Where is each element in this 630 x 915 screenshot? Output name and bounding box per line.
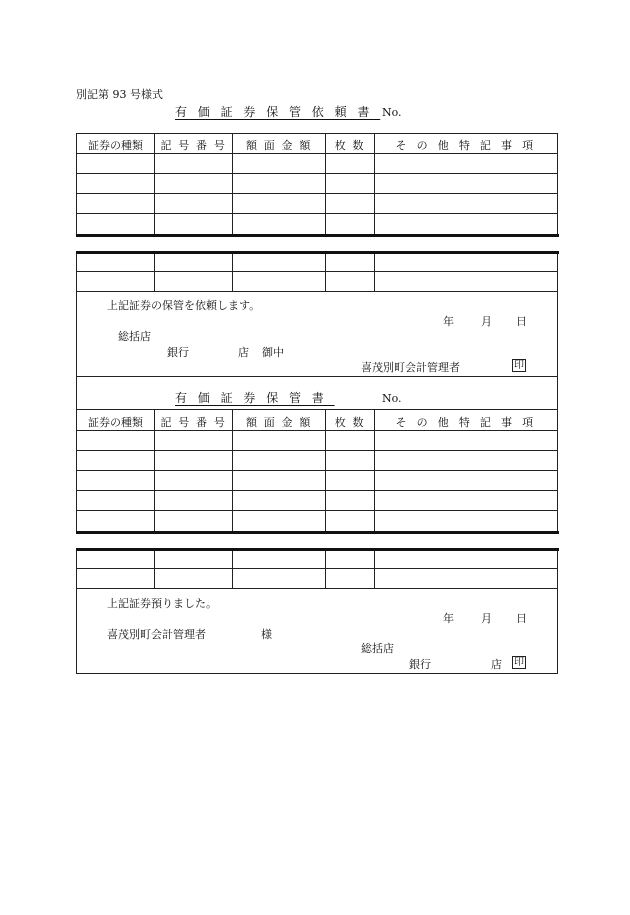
receipt-col-notes: そ の 他 特 記 事 項 — [395, 416, 537, 429]
receipt-no-label: No. — [382, 392, 402, 405]
receipt-honorific: 様 — [261, 628, 272, 641]
receipt-seal: 印 — [514, 657, 524, 668]
receipt-addressee: 喜茂別町会計管理者 — [107, 628, 206, 641]
request-col-type: 証券の種類 — [88, 139, 143, 152]
request-title: 有価証券保管依頼書 — [175, 105, 381, 119]
request-statement: 上記証券の保管を依頼します。 — [107, 299, 261, 312]
receipt-col-count: 枚 数 — [334, 416, 366, 429]
request-col-serial: 記 号 番 号 — [160, 139, 227, 152]
request-addressee: 御中 — [262, 346, 284, 359]
receipt-date-day: 日 — [516, 612, 527, 625]
request-col-notes: そ の 他 特 記 事 項 — [395, 139, 537, 152]
form-number: 別記第 93 号様式 — [76, 88, 163, 101]
request-seal: 印 — [514, 360, 524, 371]
request-requester: 喜茂別町会計管理者 — [361, 361, 460, 374]
request-date-day: 日 — [516, 315, 527, 328]
receipt-col-face-value: 額 面 金 額 — [245, 416, 313, 429]
request-date-month: 月 — [481, 315, 492, 328]
request-bank: 銀行 — [167, 346, 189, 359]
receipt-col-serial: 記 号 番 号 — [160, 416, 227, 429]
request-col-face-value: 額 面 金 額 — [245, 139, 313, 152]
receipt-col-type: 証券の種類 — [88, 416, 143, 429]
receipt-bank: 銀行 — [409, 658, 431, 671]
request-date-year: 年 — [443, 315, 454, 328]
receipt-shop: 店 — [491, 658, 502, 671]
request-branch: 総括店 — [118, 330, 151, 343]
request-no-label: No. — [382, 106, 402, 119]
receipt-statement: 上記証券預りました。 — [107, 597, 217, 610]
request-col-count: 枚 数 — [334, 139, 366, 152]
receipt-date-month: 月 — [481, 612, 492, 625]
receipt-date-year: 年 — [443, 612, 454, 625]
request-shop: 店 — [238, 346, 249, 359]
receipt-branch: 総括店 — [361, 642, 394, 655]
receipt-title: 有価証券保管書 — [175, 391, 335, 405]
